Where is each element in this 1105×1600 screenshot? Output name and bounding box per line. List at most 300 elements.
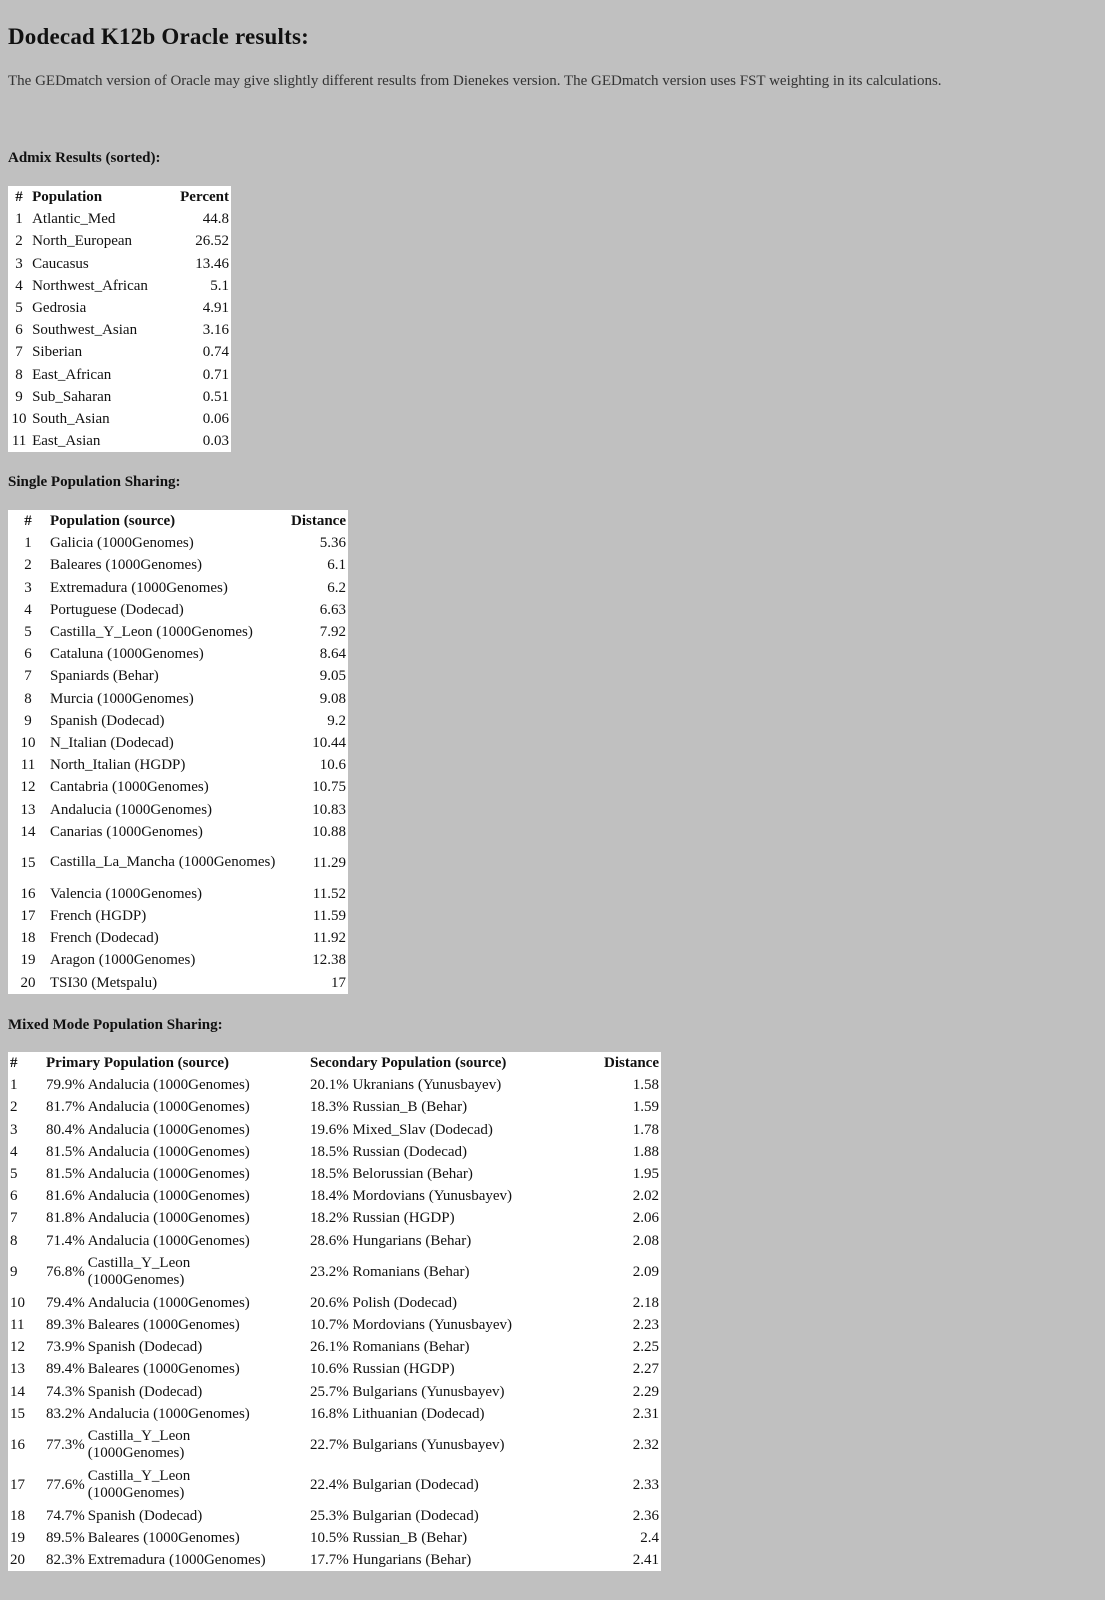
primary-population <box>44 1425 308 1465</box>
primary-population-name: Baleares (1000Genomes) <box>87 1361 240 1378</box>
population-name: South_Asian <box>32 410 110 427</box>
primary-population <box>44 1185 308 1207</box>
row-index: 9 <box>15 388 23 405</box>
population-source: Andalucia (1000Genomes) <box>50 801 213 818</box>
table-row <box>8 1207 661 1229</box>
table-row <box>8 297 231 319</box>
primary-population-wrap <box>46 1209 306 1227</box>
table-row <box>8 732 348 754</box>
table-row <box>8 972 348 994</box>
row-index: 19 <box>10 1530 25 1547</box>
primary-population <box>44 1505 308 1527</box>
population-name: East_African <box>32 366 112 383</box>
table-row <box>8 253 231 275</box>
row-index: 14 <box>10 1383 25 1400</box>
distance-value: 6.1 <box>327 557 346 574</box>
row-index: 13 <box>20 801 36 818</box>
distance-value: 2.41 <box>632 1552 659 1569</box>
row-index: 3 <box>24 579 32 596</box>
col-header-secondary-population: Secondary Population (source) <box>310 1055 507 1072</box>
population-name: North_European <box>32 233 133 250</box>
table-row <box>8 927 348 949</box>
table-row <box>8 1185 661 1207</box>
primary-population-name: Baleares (1000Genomes) <box>87 1316 240 1333</box>
primary-population-wrap <box>46 1294 306 1312</box>
primary-percent: 81.7% <box>46 1099 85 1116</box>
primary-percent: 74.7% <box>46 1507 85 1524</box>
primary-population-name: Andalucia (1000Genomes) <box>87 1188 250 1205</box>
distance-value: 9.08 <box>319 690 346 707</box>
primary-population-wrap <box>46 1468 306 1502</box>
row-index: 16 <box>20 885 36 902</box>
primary-percent: 89.5% <box>46 1530 85 1547</box>
row-index: 17 <box>10 1476 25 1493</box>
percent-value: 0.51 <box>202 388 229 405</box>
row-index: 19 <box>20 952 36 969</box>
table-row <box>8 319 231 341</box>
percent-value: 44.8 <box>202 211 229 228</box>
population-source: French (Dodecad) <box>50 930 159 947</box>
population-source: North_Italian (HGDP) <box>50 757 186 774</box>
primary-population-wrap <box>46 1360 306 1378</box>
distance-value: 10.44 <box>312 734 346 751</box>
distance-value: 11.59 <box>312 908 346 925</box>
primary-population-wrap <box>46 1551 306 1569</box>
primary-population-wrap <box>46 1143 306 1161</box>
row-index: 4 <box>15 277 23 294</box>
row-index: 7 <box>15 344 23 361</box>
row-index: 3 <box>10 1121 18 1138</box>
row-index: 1 <box>15 211 23 228</box>
table-row <box>8 643 348 665</box>
col-header-population: Population <box>32 189 103 206</box>
distance-value: 2.08 <box>632 1232 659 1249</box>
primary-population-name: Castilla_Y_Leon (1000Genomes) <box>87 1467 191 1501</box>
table-row <box>8 1141 661 1163</box>
secondary-population: 26.1% Romanians (Behar) <box>310 1339 470 1356</box>
percent-value: 0.71 <box>202 366 229 383</box>
population-source: Baleares (1000Genomes) <box>50 557 203 574</box>
distance-value: 11.29 <box>312 854 346 871</box>
table-row <box>8 230 231 252</box>
row-index: 6 <box>24 646 32 663</box>
row-index: 20 <box>10 1552 25 1569</box>
population-name: Southwest_Asian <box>32 322 138 339</box>
table-row <box>8 754 348 776</box>
population-source: French (HGDP) <box>50 908 147 925</box>
table-row <box>8 949 348 971</box>
distance-value: 2.27 <box>632 1361 659 1378</box>
table-row <box>8 1163 661 1185</box>
primary-percent: 89.4% <box>46 1361 85 1378</box>
table-row <box>8 430 231 452</box>
col-header-population-source: Population (source) <box>50 513 176 530</box>
secondary-population: 18.5% Russian (Dodecad) <box>310 1143 468 1160</box>
distance-value: 2.23 <box>632 1316 659 1333</box>
secondary-population: 16.8% Lithuanian (Dodecad) <box>310 1405 485 1422</box>
population-source: Spanish (Dodecad) <box>50 712 165 729</box>
table-row <box>8 1096 661 1118</box>
primary-population-wrap <box>46 1076 306 1094</box>
primary-population <box>44 1549 308 1571</box>
primary-population-name: Spanish (Dodecad) <box>87 1507 203 1524</box>
population-source: Spaniards (Behar) <box>50 668 159 685</box>
row-index: 9 <box>10 1263 18 1280</box>
population-name: Sub_Saharan <box>32 388 112 405</box>
primary-population <box>44 1314 308 1336</box>
population-source: Castilla_Y_Leon (1000Genomes) <box>50 624 253 641</box>
table-header-row <box>8 186 231 208</box>
table-row <box>8 554 348 576</box>
primary-percent: 89.3% <box>46 1316 85 1333</box>
distance-value: 2.32 <box>632 1436 659 1453</box>
distance-value: 10.6 <box>319 757 346 774</box>
population-source: Cataluna (1000Genomes) <box>50 646 204 663</box>
distance-value: 1.78 <box>632 1121 659 1138</box>
primary-percent: 76.8% <box>46 1263 85 1280</box>
table-row <box>8 1380 661 1402</box>
population-source: Murcia (1000Genomes) <box>50 690 194 707</box>
distance-value: 9.2 <box>327 712 346 729</box>
table-row <box>8 776 348 798</box>
secondary-population: 17.7% Hungarians (Behar) <box>310 1552 472 1569</box>
col-header-percent: Percent <box>180 189 229 206</box>
distance-value: 17 <box>331 974 346 991</box>
single-population-table <box>8 510 348 994</box>
primary-percent: 73.9% <box>46 1339 85 1356</box>
row-index: 14 <box>20 823 36 840</box>
population-source: Galicia (1000Genomes) <box>50 535 194 552</box>
secondary-population: 20.6% Polish (Dodecad) <box>310 1294 458 1311</box>
primary-population-name: Extremadura (1000Genomes) <box>87 1552 266 1569</box>
table-row <box>8 665 348 687</box>
secondary-population: 25.3% Bulgarian (Dodecad) <box>310 1507 479 1524</box>
primary-percent: 71.4% <box>46 1232 85 1249</box>
table-row <box>8 1403 661 1425</box>
table-row <box>8 1549 661 1571</box>
secondary-population: 23.2% Romanians (Behar) <box>310 1263 470 1280</box>
row-index: 4 <box>24 601 32 618</box>
distance-value: 11.52 <box>312 885 346 902</box>
secondary-population: 18.2% Russian (HGDP) <box>310 1210 455 1227</box>
percent-value: 3.16 <box>202 322 229 339</box>
table-row <box>8 1465 661 1505</box>
table-row <box>8 1314 661 1336</box>
primary-population-wrap <box>46 1121 306 1139</box>
primary-population-name: Andalucia (1000Genomes) <box>87 1232 250 1249</box>
percent-value: 0.74 <box>202 344 229 361</box>
population-source: Cantabria (1000Genomes) <box>50 779 209 796</box>
secondary-population: 22.7% Bulgarians (Yunusbayev) <box>310 1436 505 1453</box>
primary-percent: 74.3% <box>46 1383 85 1400</box>
table-row <box>8 208 231 230</box>
population-source: Canarias (1000Genomes) <box>50 823 203 840</box>
table-row <box>8 1358 661 1380</box>
primary-population-name: Andalucia (1000Genomes) <box>87 1077 250 1094</box>
table-row <box>8 1336 661 1358</box>
primary-percent: 81.8% <box>46 1210 85 1227</box>
distance-value: 1.59 <box>632 1099 659 1116</box>
distance-value: 2.06 <box>632 1210 659 1227</box>
secondary-population: 10.6% Russian (HGDP) <box>310 1361 455 1378</box>
row-index: 15 <box>20 854 36 871</box>
secondary-population: 10.5% Russian_B (Behar) <box>310 1530 468 1547</box>
primary-population-name: Andalucia (1000Genomes) <box>87 1166 250 1183</box>
row-index: 5 <box>15 300 23 317</box>
table-row <box>8 905 348 927</box>
distance-value: 9.05 <box>319 668 346 685</box>
primary-population-name: Andalucia (1000Genomes) <box>87 1210 250 1227</box>
primary-population <box>44 1403 308 1425</box>
secondary-population: 20.1% Ukranians (Yunusbayev) <box>310 1077 502 1094</box>
distance-value: 7.92 <box>319 624 346 641</box>
distance-value: 6.63 <box>319 601 346 618</box>
row-index: 17 <box>20 908 36 925</box>
primary-population <box>44 1465 308 1505</box>
table-row <box>8 688 348 710</box>
table-row <box>8 408 231 430</box>
col-header-index: # <box>24 513 32 530</box>
population-source: Aragon (1000Genomes) <box>50 952 196 969</box>
primary-population <box>44 1074 308 1096</box>
population-source: Castilla_La_Mancha (1000Genomes) <box>50 854 276 871</box>
table-row <box>8 386 231 408</box>
primary-percent: 83.2% <box>46 1405 85 1422</box>
row-index: 13 <box>10 1361 25 1378</box>
primary-population <box>44 1163 308 1185</box>
distance-value: 2.31 <box>632 1405 659 1422</box>
row-index: 2 <box>24 557 32 574</box>
distance-value: 2.36 <box>632 1507 659 1524</box>
row-index: 2 <box>10 1099 18 1116</box>
population-name: Northwest_African <box>32 277 148 294</box>
row-index: 8 <box>24 690 32 707</box>
table-row <box>8 883 348 905</box>
secondary-population: 18.3% Russian_B (Behar) <box>310 1099 468 1116</box>
population-name: Siberian <box>32 344 83 361</box>
row-index: 11 <box>10 1316 25 1333</box>
distance-value: 11.92 <box>312 930 346 947</box>
table-row <box>8 1505 661 1527</box>
population-source: Extremadura (1000Genomes) <box>50 579 228 596</box>
population-source: TSI30 (Metspalu) <box>50 974 158 991</box>
table-row <box>8 1119 661 1141</box>
primary-population-wrap <box>46 1316 306 1334</box>
distance-value: 5.36 <box>319 535 346 552</box>
row-index: 15 <box>10 1405 25 1422</box>
primary-percent: 77.3% <box>46 1436 85 1453</box>
row-index: 11 <box>20 757 36 774</box>
row-index: 5 <box>10 1166 18 1183</box>
primary-population-wrap <box>46 1507 306 1525</box>
primary-population-wrap <box>46 1383 306 1401</box>
primary-percent: 79.9% <box>46 1077 85 1094</box>
primary-percent: 81.5% <box>46 1166 85 1183</box>
row-index: 2 <box>15 233 23 250</box>
distance-value: 2.02 <box>632 1188 659 1205</box>
distance-value: 8.64 <box>319 646 346 663</box>
table-header-row <box>8 510 348 532</box>
table-row <box>8 577 348 599</box>
table-header-row <box>8 1052 661 1074</box>
distance-value: 2.4 <box>640 1530 659 1547</box>
table-row <box>8 341 231 363</box>
distance-value: 10.83 <box>312 801 346 818</box>
table-row <box>8 1425 661 1465</box>
row-index: 9 <box>24 712 32 729</box>
col-header-index: # <box>10 1055 18 1072</box>
table-row <box>8 364 231 386</box>
row-index: 7 <box>24 668 32 685</box>
primary-percent: 81.5% <box>46 1143 85 1160</box>
primary-population <box>44 1380 308 1402</box>
mixed-heading: Mixed Mode Population Sharing: <box>8 1017 223 1033</box>
distance-value: 2.18 <box>632 1294 659 1311</box>
distance-value: 2.33 <box>632 1476 659 1493</box>
row-index: 18 <box>10 1507 25 1524</box>
primary-population-wrap <box>46 1165 306 1183</box>
primary-percent: 80.4% <box>46 1121 85 1138</box>
row-index: 5 <box>24 624 32 641</box>
row-index: 10 <box>11 410 27 427</box>
row-index: 6 <box>10 1188 18 1205</box>
secondary-population: 18.5% Belorussian (Behar) <box>310 1166 473 1183</box>
distance-value: 2.29 <box>632 1383 659 1400</box>
population-name: Atlantic_Med <box>32 211 116 228</box>
population-name: Gedrosia <box>32 300 87 317</box>
primary-population-wrap <box>46 1187 306 1205</box>
primary-population-name: Andalucia (1000Genomes) <box>87 1121 250 1138</box>
admix-table <box>8 186 231 452</box>
primary-population-name: Castilla_Y_Leon (1000Genomes) <box>87 1254 191 1288</box>
table-row <box>8 843 348 883</box>
percent-value: 0.06 <box>202 410 229 427</box>
row-index: 10 <box>20 734 36 751</box>
row-index: 20 <box>20 974 36 991</box>
intro-text: The GEDmatch version of Oracle may give slightly different results from Dienekes version. The GEDmatch version uses FST weighting in its calculations. <box>8 73 942 89</box>
primary-population-name: Spanish (Dodecad) <box>87 1383 203 1400</box>
row-index: 12 <box>10 1339 25 1356</box>
primary-population-name: Andalucia (1000Genomes) <box>87 1143 250 1160</box>
table-row <box>8 1230 661 1252</box>
primary-population-wrap <box>46 1405 306 1423</box>
primary-population <box>44 1119 308 1141</box>
row-index: 12 <box>20 779 36 796</box>
table-row <box>8 532 348 554</box>
col-header-index: # <box>15 189 23 206</box>
row-index: 10 <box>10 1294 25 1311</box>
single-heading: Single Population Sharing: <box>8 474 181 490</box>
primary-population-name: Andalucia (1000Genomes) <box>87 1099 250 1116</box>
distance-value: 2.25 <box>632 1339 659 1356</box>
row-index: 16 <box>10 1436 25 1453</box>
col-header-primary-population: Primary Population (source) <box>46 1055 230 1072</box>
primary-population-name: Andalucia (1000Genomes) <box>87 1405 250 1422</box>
col-header-distance: Distance <box>291 513 346 530</box>
percent-value: 4.91 <box>202 300 229 317</box>
page-title: Dodecad K12b Oracle results: <box>8 24 309 49</box>
row-index: 1 <box>24 535 32 552</box>
secondary-population: 10.7% Mordovians (Yunusbayev) <box>310 1316 513 1333</box>
population-name: East_Asian <box>32 433 101 450</box>
primary-population <box>44 1358 308 1380</box>
primary-population <box>44 1096 308 1118</box>
table-row <box>8 1292 661 1314</box>
row-index: 7 <box>10 1210 18 1227</box>
primary-population-wrap <box>46 1338 306 1356</box>
distance-value: 6.2 <box>327 579 346 596</box>
primary-population-wrap <box>46 1428 306 1462</box>
primary-population-name: Spanish (Dodecad) <box>87 1339 203 1356</box>
primary-population <box>44 1230 308 1252</box>
primary-population <box>44 1292 308 1314</box>
primary-percent: 81.6% <box>46 1188 85 1205</box>
population-source: N_Italian (Dodecad) <box>50 734 174 751</box>
row-index: 11 <box>11 433 27 450</box>
distance-value: 2.09 <box>632 1263 659 1280</box>
percent-value: 13.46 <box>195 255 229 272</box>
col-header-distance: Distance <box>604 1055 659 1072</box>
primary-population <box>44 1141 308 1163</box>
row-index: 3 <box>15 255 23 272</box>
distance-value: 1.95 <box>632 1166 659 1183</box>
population-name: Caucasus <box>32 255 89 272</box>
table-row <box>8 710 348 732</box>
primary-percent: 79.4% <box>46 1294 85 1311</box>
percent-value: 5.1 <box>210 277 229 294</box>
secondary-population: 18.4% Mordovians (Yunusbayev) <box>310 1188 513 1205</box>
table-row <box>8 821 348 843</box>
distance-value: 1.88 <box>632 1143 659 1160</box>
primary-population <box>44 1252 308 1292</box>
primary-population-wrap <box>46 1232 306 1250</box>
row-index: 4 <box>10 1143 18 1160</box>
secondary-population: 25.7% Bulgarians (Yunusbayev) <box>310 1383 505 1400</box>
row-index: 18 <box>20 930 36 947</box>
population-source: Valencia (1000Genomes) <box>50 885 203 902</box>
distance-value: 10.88 <box>312 823 346 840</box>
row-index: 6 <box>15 322 23 339</box>
distance-value: 12.38 <box>312 952 346 969</box>
table-row <box>8 798 348 820</box>
primary-percent: 82.3% <box>46 1552 85 1569</box>
primary-population <box>44 1527 308 1549</box>
primary-population-wrap <box>46 1529 306 1547</box>
percent-value: 26.52 <box>195 233 229 250</box>
primary-population-name: Castilla_Y_Leon (1000Genomes) <box>87 1427 191 1461</box>
secondary-population: 22.4% Bulgarian (Dodecad) <box>310 1476 479 1493</box>
primary-population <box>44 1336 308 1358</box>
distance-value: 10.75 <box>312 779 346 796</box>
population-source: Portuguese (Dodecad) <box>50 601 184 618</box>
primary-population-wrap <box>46 1255 306 1289</box>
distance-value: 1.58 <box>632 1077 659 1094</box>
table-row <box>8 599 348 621</box>
table-row <box>8 621 348 643</box>
row-index: 8 <box>15 366 23 383</box>
primary-population-name: Andalucia (1000Genomes) <box>87 1294 250 1311</box>
table-row <box>8 1074 661 1096</box>
secondary-population: 28.6% Hungarians (Behar) <box>310 1232 472 1249</box>
percent-value: 0.03 <box>202 433 229 450</box>
table-row <box>8 1527 661 1549</box>
table-row <box>8 275 231 297</box>
primary-population <box>44 1207 308 1229</box>
row-index: 1 <box>10 1077 18 1094</box>
table-row <box>8 1252 661 1292</box>
secondary-population: 19.6% Mixed_Slav (Dodecad) <box>310 1121 493 1138</box>
row-index: 8 <box>10 1232 18 1249</box>
